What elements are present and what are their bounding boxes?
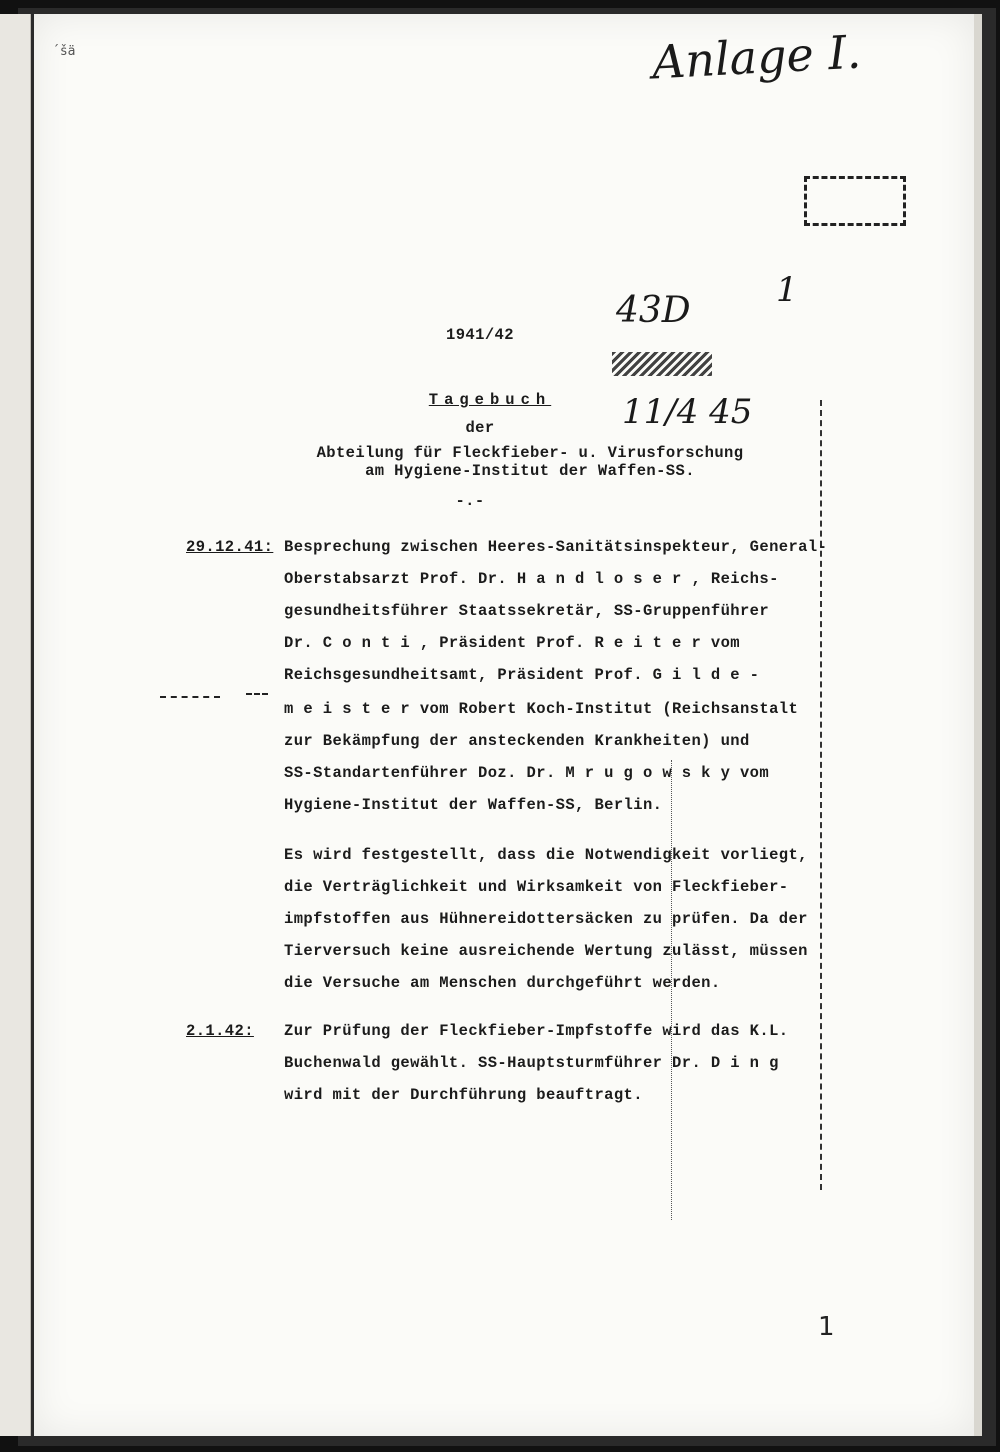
- document-title: Tagebuch: [428, 391, 552, 409]
- header-separator: -.-: [455, 492, 485, 510]
- entry-paragraph-line: die Versuche am Menschen durchgeführt werden.: [284, 974, 721, 992]
- department-name: Abteilung für Fleckfieber- u. Virusforschung: [316, 444, 744, 462]
- entry-paragraph-line: impfstoffen aus Hühnereidottersäcken zu prüfen. Da der: [284, 910, 808, 928]
- annex-label: Anlage I.: [650, 24, 863, 90]
- handwritten-mark: 1: [776, 270, 798, 310]
- institute-name: am Hygiene-Institut der Waffen-SS.: [365, 462, 695, 480]
- handwritten-file-number: 11/4 45: [622, 392, 753, 432]
- entry-paragraph-line: Tierversuch keine ausreichende Wertung zulässt, müssen: [284, 942, 808, 960]
- entry-line: zur Bekämpfung der ansteckenden Krankheiten) und: [284, 732, 750, 750]
- entry-line: Reichsgesundheitsamt, Präsident Prof. G i l d e -: [284, 666, 760, 684]
- handwritten-reference: 43D: [616, 290, 691, 331]
- entry-paragraph-line: Es wird festgestellt, dass die Notwendigkeit vorliegt,: [284, 846, 808, 864]
- scribbled-out-mark: [612, 352, 712, 376]
- margin-dash: [246, 693, 268, 695]
- entry-line: Dr. C o n t i , Präsident Prof. R e i t e r vom: [284, 634, 740, 652]
- document-page: [34, 14, 974, 1436]
- entry-line: Hygiene-Institut der Waffen-SS, Berlin.: [284, 796, 663, 814]
- entry-line: Besprechung zwischen Heeres-Sanitätsinspekteur, General-: [284, 538, 828, 556]
- entry-line: gesundheitsführer Staatssekretär, SS-Gruppenführer: [284, 602, 770, 620]
- entry-date: 2.1.42:: [186, 1022, 254, 1040]
- title-line-der: der: [465, 419, 495, 437]
- archive-stamp-box: [804, 176, 906, 226]
- entry-line: Buchenwald gewählt. SS-Hauptsturmführer Dr. D i n g: [284, 1054, 779, 1072]
- entry-line: Zur Prüfung der Fleckfieber-Impfstoffe wird das K.L.: [284, 1022, 789, 1040]
- corner-mark: ´šä: [52, 44, 76, 59]
- entry-line: m e i s t e r vom Robert Koch-Institut (Reichsanstalt: [284, 700, 799, 718]
- entry-line: SS-Standartenführer Doz. Dr. M r u g o w s k y vom: [284, 764, 770, 782]
- entry-line: Oberstabsarzt Prof. Dr. H a n d l o s e r , Reichs-: [284, 570, 779, 588]
- entry-line: wird mit der Durchführung beauftragt.: [284, 1086, 643, 1104]
- page-edge: [974, 14, 982, 1436]
- binding-strip: [0, 14, 31, 1436]
- margin-dashed-line: [820, 400, 822, 1190]
- document-year: 1941/42: [446, 326, 514, 344]
- margin-dash: [160, 696, 220, 698]
- entry-date: 29.12.41:: [186, 538, 274, 556]
- entry-paragraph-line: die Verträglichkeit und Wirksamkeit von Fleckfieber-: [284, 878, 789, 896]
- page-number: 1: [818, 1312, 835, 1342]
